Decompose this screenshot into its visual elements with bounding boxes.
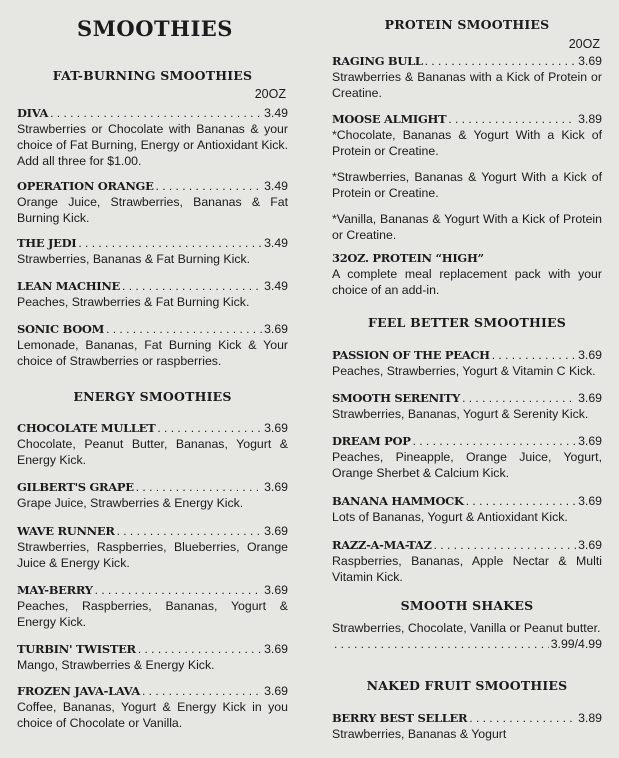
menu-item	[332, 620, 602, 652]
item-header	[332, 710, 602, 726]
size-label: 20OZ	[254, 87, 286, 101]
item-description: Strawberries, Bananas & Yogurt	[332, 727, 507, 741]
menu-item	[17, 582, 288, 630]
item-price: 3.69	[578, 54, 602, 68]
menu-item	[17, 420, 288, 468]
item-header	[17, 420, 288, 436]
item-header	[332, 347, 602, 363]
leader-dots	[448, 111, 576, 127]
menu-item	[17, 105, 288, 169]
item-header	[17, 479, 288, 495]
item-description: Peaches, Raspberries, Bananas, Yogurt & Energy Kick.	[17, 599, 288, 629]
item-price: 3.99/4.99	[550, 637, 602, 651]
item-description: A complete meal replacement pack with your choice of an add-in.	[332, 267, 602, 297]
item-header	[332, 390, 602, 406]
item-price: 3.69	[264, 583, 288, 597]
item-price: 3.69	[578, 494, 602, 508]
item-description: Strawberries, Bananas, Yogurt & Serenity Kick.	[332, 407, 589, 421]
item-name: THE JEDI	[17, 236, 77, 250]
item-name: GILBERT'S GRAPE	[17, 480, 134, 494]
item-description: *Vanilla, Bananas & Yogurt With a Kick of Protein or Creatine.	[332, 212, 602, 242]
menu-item	[17, 278, 288, 310]
item-header	[17, 582, 288, 598]
item-description: Orange Juice, Strawberries, Bananas & Fat Burning Kick.	[17, 195, 288, 225]
section-heading: PROTEIN SMOOTHIES	[384, 17, 550, 32]
leader-dots	[117, 523, 262, 539]
menu-item	[17, 235, 288, 267]
leader-dots	[462, 390, 576, 406]
item-price: 3.69	[578, 391, 602, 405]
item-name: MAY-BERRY	[17, 583, 93, 597]
item-description: *Strawberries, Bananas & Yogurt With a Kick of Protein or Creatine.	[332, 170, 602, 200]
section-heading: ENERGY SMOOTHIES	[73, 389, 232, 404]
item-name: LEAN MACHINE	[17, 279, 121, 293]
section-heading: SMOOTH SHAKES	[400, 598, 534, 613]
menu-item	[332, 493, 602, 525]
section-heading: FEEL BETTER SMOOTHIES	[368, 315, 566, 330]
item-description: Strawberries, Chocolate, Vanilla or Peanut butter.	[332, 621, 601, 635]
leader-dots	[434, 537, 576, 553]
item-description: Peaches, Strawberries & Fat Burning Kick.	[17, 295, 250, 309]
item-header	[17, 278, 288, 294]
item-price: 3.69	[264, 684, 288, 698]
item-header	[332, 537, 602, 553]
leader-dots	[138, 641, 262, 657]
menu-item	[17, 523, 288, 571]
item-name: SONIC BOOM	[17, 322, 105, 336]
item-header	[17, 178, 288, 194]
item-description: *Chocolate, Bananas & Yogurt With a Kick of Protein or Creatine.	[332, 128, 602, 158]
item-description: Peaches, Strawberries, Yogurt & Vitamin C Kick.	[332, 364, 596, 378]
item-price: 3.69	[264, 322, 288, 336]
item-price: 3.49	[264, 179, 288, 193]
item-header	[17, 321, 288, 337]
item-description: Raspberries, Bananas, Apple Nectar & Multi Vitamin Kick.	[332, 554, 602, 584]
menu-item	[332, 250, 602, 298]
item-header	[17, 523, 288, 539]
menu-item	[332, 710, 602, 742]
page-title: SMOOTHIES	[77, 16, 233, 41]
item-description: Lots of Bananas, Yogurt & Antioxidant Kick.	[332, 510, 568, 524]
item-description: Strawberries, Raspberries, Blueberries, Orange Juice & Energy Kick.	[17, 540, 288, 570]
leader-dots	[106, 321, 262, 337]
item-price: 3.69	[264, 480, 288, 494]
section-heading: NAKED FRUIT SMOOTHIES	[366, 678, 568, 693]
item-price: 3.49	[264, 279, 288, 293]
item-header	[332, 250, 602, 266]
item-name: BANANA HAMMOCK	[332, 494, 464, 508]
item-header	[332, 636, 602, 652]
item-name: CHOCOLATE MULLET	[17, 421, 156, 435]
item-header	[332, 111, 602, 127]
item-description: Strawberries, Bananas & Fat Burning Kick.	[17, 252, 251, 266]
size-label: 20OZ	[568, 37, 600, 51]
leader-dots	[50, 105, 262, 121]
item-name: WAVE RUNNER	[17, 524, 115, 538]
item-price: 3.89	[578, 112, 602, 126]
item-name: FROZEN JAVA-LAVA	[17, 684, 140, 698]
leader-dots	[157, 420, 262, 436]
menu-item	[17, 321, 288, 369]
item-description: Mango, Strawberries & Energy Kick.	[17, 658, 215, 672]
menu-item	[332, 111, 602, 243]
item-description: Chocolate, Peanut Butter, Bananas, Yogurt & Energy Kick.	[17, 437, 288, 467]
item-name: TURBIN' TWISTER	[17, 642, 136, 656]
item-price: 3.69	[578, 348, 602, 362]
leader-dots	[492, 347, 576, 363]
item-description: Strawberries & Bananas with a Kick of Protein or Creatine.	[332, 70, 602, 100]
leader-dots	[334, 636, 549, 652]
section-heading: FAT-BURNING SMOOTHIES	[52, 68, 253, 83]
item-name: DREAM POP	[332, 434, 411, 448]
item-header	[17, 235, 288, 251]
menu-item	[332, 53, 602, 101]
item-name: DIVA	[17, 106, 49, 120]
item-description: Strawberries or Chocolate with Bananas & your choice of Fat Burning, Energy or Antioxidant Kick. Add all three for $1.00.	[17, 122, 288, 168]
menu-item	[17, 479, 288, 511]
menu-item	[332, 537, 602, 585]
item-name: MOOSE ALMIGHT	[332, 112, 447, 126]
item-header	[332, 53, 602, 69]
leader-dots	[78, 235, 262, 251]
item-price: 3.69	[578, 434, 602, 448]
item-header	[17, 683, 288, 699]
item-header	[17, 641, 288, 657]
leader-dots	[136, 479, 262, 495]
menu-item	[332, 433, 602, 481]
item-price: 3.49	[264, 236, 288, 250]
menu-item	[17, 683, 288, 731]
item-name: RAGING BULL	[332, 54, 423, 68]
item-description: Coffee, Bananas, Yogurt & Energy Kick in you choice of Chocolate or Vanilla.	[17, 700, 288, 730]
leader-dots	[466, 493, 576, 509]
leader-dots	[413, 433, 576, 449]
item-name: SMOOTH SERENITY	[332, 391, 461, 405]
menu-item	[17, 178, 288, 226]
leader-dots	[425, 53, 576, 69]
leader-dots	[156, 178, 263, 194]
item-name: BERRY BEST SELLER	[332, 711, 468, 725]
leader-dots	[469, 710, 576, 726]
item-price: 3.69	[578, 538, 602, 552]
leader-dots	[95, 582, 262, 598]
item-name: PASSION OF THE PEACH	[332, 348, 490, 362]
item-description: Peaches, Pineapple, Orange Juice, Yogurt, Orange Sherbet & Calcium Kick.	[332, 450, 602, 480]
menu-item	[332, 390, 602, 422]
menu-item	[17, 641, 288, 673]
item-header	[332, 433, 602, 449]
item-price: 3.69	[264, 524, 288, 538]
item-name: OPERATION ORANGE	[17, 179, 154, 193]
item-name: 32OZ. PROTEIN “HIGH”	[332, 251, 484, 265]
item-name: RAZZ-A-MA-TAZ	[332, 538, 432, 552]
menu-item	[332, 347, 602, 379]
item-description: Lemonade, Bananas, Fat Burning Kick & Your choice of Strawberries or raspberries.	[17, 338, 288, 368]
item-description: Grape Juice, Strawberries & Energy Kick.	[17, 496, 244, 510]
leader-dots	[142, 683, 262, 699]
item-price: 3.69	[264, 642, 288, 656]
item-price: 3.89	[578, 711, 602, 725]
item-header	[332, 493, 602, 509]
leader-dots	[122, 278, 262, 294]
item-price: 3.49	[264, 106, 288, 120]
item-price: 3.69	[264, 421, 288, 435]
item-header	[17, 105, 288, 121]
